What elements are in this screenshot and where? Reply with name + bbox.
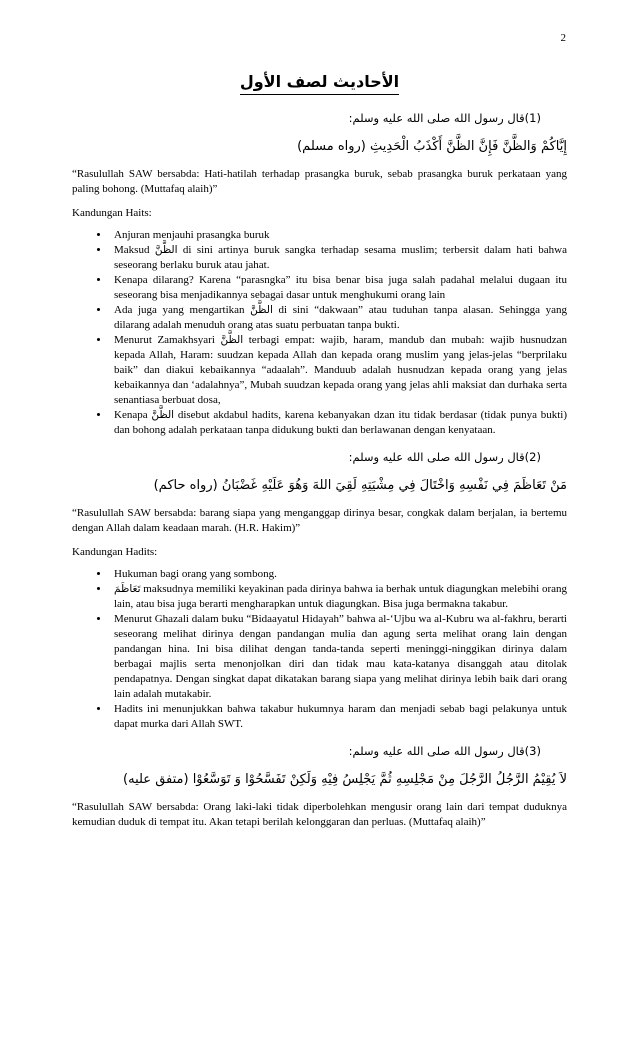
page-number: 2 [560,32,566,44]
page-title: الأحاديث لصف الأول [72,74,567,89]
hadith-1 [72,109,567,438]
hadith-2 [72,448,567,732]
inline-arabic-term: الظَّنَّ [154,244,178,256]
hadith-intro: (2)قال رسول الله صلى الله عليه وسلم: [348,450,541,464]
list-item: • Ada juga yang mengartikan الظَّنَّ di sini “dakwaan” atau tuduhan tanpa alasan. Sehingga yang dilarang adalah menuduh orang atas suatu perbuatan tanpa bukti. [110,303,567,333]
hadith-intro: (1)قال رسول الله صلى الله عليه وسلم: [348,111,541,125]
inline-arabic-term: الظَّنَّ [250,304,273,316]
section-heading: Kandungan Haits: [72,207,152,219]
list-item: • Hadits ini menunjukkan bahwa takabur hukumnya haram dan menjadi sebab bagi pelakunya untuk dapat murka dari Allah SWT. [110,702,567,732]
content-list [72,567,567,732]
inline-arabic-term: الظَّنَّ [151,409,175,421]
list-item: • Kenapa الظَّنَّ disebut akdabul hadits, karena kebanyakan dzan itu tidak berdasar (tidak punya bukti) dan bohong adalah perkataan tanpa didukung bukti dan berlawanan dengan kenyataan. [110,408,567,438]
hadith-arabic-text: إِيَّاكُمْ وَالظَّنَّ فَإِنَّ الظَّنَّ أَكْذَبُ الْحَدِيثِ (رواه مسلم) [297,139,567,154]
content-list [72,228,567,438]
list-item: • Menurut Zamakhsyari الظَّنَّ terbagi empat: wajib, haram, mandub dan mubah: wajib husnudzan kepada Allah, Haram: suudzan kepada Allah dan kepada orang muslim yang jelas-jelas “berprilaku baik” dan diakui kebaikannya “adaalah”. Manduub adalah husnudzan kepada orang yang jelas kebaikannya dan ‘adalahnya”, Mubah suudzan kepada orang yang jelas ahli maksiat dan durhaka serta senantiasa berbuat dosa, [110,333,567,408]
list-item: • تَعَاظَمَ maksudnya memiliki keyakinan pada dirinya bahwa ia berhak untuk diagungkan melebihi orang lain, atau bisa juga berarti mengharapkan untuk diagungkan. Bisa juga bermakna takabur. [110,582,567,612]
list-item: • Menurut Ghazali dalam buku “Bidaayatul Hidayah” bahwa al-‘Ujbu wa al-Kubru wa al-fakhru, berarti seseorang melihat dirinya dengan pandangan mulia dan agung serta melihat orang lain dengan pandangan hina. Ini bisa dilihat dengan tanda-tanda seperti meninggi-ninggikan dirinya dalam berbagai majlis serta menonjolkan diri dan tidak mau kata-katanya disanggah atau ditolak pendapatnya. Dengan singkat dapat dikatakan barang siapa yang melihat dirinya lebih baik dari orang lain adalah mutakabir. [110,612,567,702]
list-item: • Maksud الظَّنَّ di sini artinya buruk sangka terhadap sesama muslim; terbersit dalam hati bahwa seseorang berlaku buruk atau jahat. [110,243,567,273]
list-item: • Hukuman bagi orang yang sombong. [110,567,567,582]
section-heading: Kandungan Hadits: [72,546,158,558]
hadith-arabic-text: مَنْ تَعَاظَمَ فِي نَفْسِهِ وَاخْتَالَ فِي مِشْيَتِهِ لَقِيَ اللهَ وَهُوَ عَلَيْهِ غَضْبَانُ (رواه حاكم) [153,478,567,493]
list-item: • Kenapa dilarang? Karena “parasngka” itu bisa benar bisa juga salah padahal melalui dugaan itu seseorang bisa menjadikannya sebagai dasar untuk menghukumi orang lain [110,273,567,303]
hadith-3 [72,742,567,830]
hadith-translation: “Rasulullah SAW bersabda: Orang laki-laki tidak diperbolehkan mengusir orang lain dari tempat duduknya kemudian duduk di tempat itu. Akan tetapi berilah kelonggaran dan perluas. (Muttafaq alaih)” [72,801,567,828]
hadith-arabic-text: لاَ يُقِيْمُ الرَّجُلُ الرَّجُلَ مِنْ مَجْلِسِهِ ثُمَّ يَجْلِسُ فِيْهِ وَلَكِنْ تَفَسَّحُوْا وَ تَوَسَّعُوْا (متفق عليه) [123,772,567,787]
inline-arabic-term: تَعَاظَمَ [114,583,141,595]
document-body [72,68,567,839]
inline-arabic-term: الظَّنَّ [220,334,244,346]
hadith-intro: (3)قال رسول الله صلى الله عليه وسلم: [348,744,541,758]
hadith-translation: “Rasulullah SAW bersabda: barang siapa yang menganggap dirinya besar, congkak dalam berjalan, ia bertemu dengan Allah dalam keadaan marah. (H.R. Hakim)” [72,507,567,534]
hadith-translation: “Rasulullah SAW bersabda: Hati-hatilah terhadap prasangka buruk, sebab prasangka buruk perkataan yang paling bohong. (Muttafaq alaih)” [72,168,567,195]
list-item: • Anjuran menjauhi prasangka buruk [110,228,567,243]
